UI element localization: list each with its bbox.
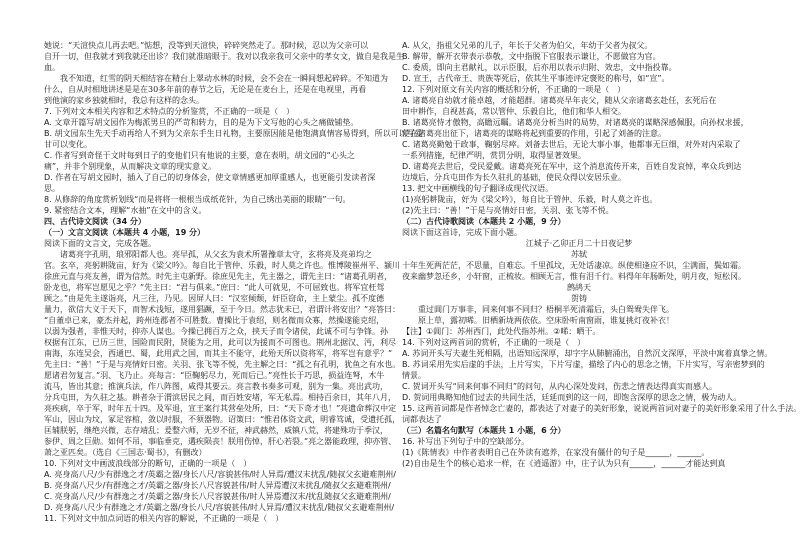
q7-option: 痛”，并非个别现象，从而解决文章的现实意义。 <box>44 162 217 171</box>
q7-option: A. 文章开篇写胡文园作为梅派男旦的严苛和转力，目的是为下文写他的心头之痛做铺垫。 <box>44 118 359 127</box>
classical-intro: 阅读下面的文言文，完成各题。 <box>44 239 156 248</box>
classical-line: 南海，东连吴会，西通巴、蜀，此用武之国，而其主不能守，此殆天所以资将军，将军岂有意乎？” <box>44 349 393 358</box>
q7-option: C. 作者写到奇怪于文时每到日子的变他们只有他说的主要，意在表明，胡文园的“心头之 <box>44 151 355 160</box>
q10-option: D. 亮身高八尺少有群逸之才/英霸之器/身长八尺/容貌甚伟/时人异焉/遭汉末扰乱/随叔父玄避难荆州/ <box>44 503 395 512</box>
section-4-3-heading: （三）名篇名句默写（本题共 1 小题，6 分） <box>402 426 566 435</box>
question-12: 12. 下列对原文有关内容的概括和分析，不正确的一项是（ ） <box>402 85 626 94</box>
q10-option: C. 亮身高八尺/少有群逸之才/英霸之器/身长八尺容貌甚伟/时人异焉遭汉末/扰乱随叔父玄避难荆州/ <box>44 492 391 501</box>
poem-intro: 阅读下面这首诗，完成下面小题。 <box>402 228 522 237</box>
classical-text <box>44 249 401 458</box>
q12-option: 使在诸葛亮出征下，诸葛亮的谋略将起到重要的作用，引起了刘备的注意。 <box>402 129 666 138</box>
poem1-line: 十年生死两茫茫，不思量，自难忘。千里孤坟，无处话凄凉。纵使相逢应不识，尘满面，鬓如霜。 <box>402 261 746 270</box>
q7-option: B. 胡文园东生先天手动再给人不到为父亲东手生日礼物，主要原因能是他饱满真情容易得到，所以可以写爱 <box>44 129 423 138</box>
poem-note: 【注】①阊门：苏州西门，此处代指苏州。②晞：晒干。 <box>402 327 601 336</box>
q12-option: B. 诸葛亮恃才傲物，高瞻远瞩。诸葛亮分析当时的局势，对诸葛亮的谋略深感佩服，向孙权求援， <box>402 118 749 127</box>
q13-item: (1)亮躬耕陇亩，好为《梁父吟》，每自比于管仲、乐毅，时人莫之许也。 <box>402 195 658 204</box>
story-line: 她说：“天渲快点儿再去吧。”惦想，没等到天渲快，碎碎突然走了。那时候，忍以为父亲可以 <box>44 41 369 50</box>
classical-line: 亮疾病，卒于军，时年五十四。及军退，宣王案行其营垒处所，曰：“天下奇才也！”亮遗命葬汉中定 <box>44 404 397 413</box>
q14-option: D. 贺词用典略知他们过去的共同生活，廷延而到的这一问，即饱含深厚的思念之情，极为动人。 <box>402 393 742 402</box>
q12-option: 边境后，分兵屯田作为长久驻扎的基础，使民众得以安居乐业。 <box>402 173 626 182</box>
q14-option: C. 贺词开头写“同来何事不同归”的问句，从内心深处发问，伤悲之情表达得真实而感人。 <box>402 382 717 391</box>
classical-line: 以弱为强者，非惟天时，抑亦人谋也。今操已拥百万之众，挟天子而令诸侯，此诚不可与争锋。孙 <box>44 327 388 336</box>
question-16: 16. 补写出下列句子中的空缺部分。 <box>402 437 530 446</box>
classical-line: 权据有江东，已历三世，国险而民附，贤能为之用，此可以为援而不可图也。荆州北据汉、沔，利尽 <box>44 338 396 347</box>
classical-line: 流马，皆出其意；推演兵法，作八阵图，咸得其要云。亮言教书奏多可观，别为一集。亮出武功， <box>44 382 388 391</box>
q12-option: D. 诸葛亮去世后，受民爱戴。诸葛亮死在军中，这个消息流传开来，百姓自发哀悼，率众兵到达 <box>402 162 742 171</box>
classical-line: 分兵屯田，为久驻之基。耕者杂于渭滨居民之间，而百姓安堵，军无私焉。相持百余日，其年八月， <box>44 393 396 402</box>
classical-line: 匡辅朕躬，继绝兴微，志存靖乱；爰整六师，无岁不征，神武赫然，威镇八荒，将建殊功于季汉， <box>44 426 388 435</box>
classical-line: 卧龙也，将军岂愿见之乎？”先主曰：“君与俱来。”庶曰：“此人可就见，不可屈致也。将军宜枉驾 <box>44 283 385 292</box>
q11-option: B. 解带，解开衣带表示恭敬，文中指脱下官服表示谦让，不愿做官为官。 <box>402 52 661 61</box>
poem1-title: 江城子·乙卯正月二十日夜记梦 <box>525 239 633 248</box>
story-line: 什么，自从时相地讲述是是在30多年前的春节之后，无论是在麦台上，还是在电视里，再看 <box>44 85 367 94</box>
question-7: 7. 下列对文本相关内容和艺术特点的分析鉴赏，不正确的一项是（ ） <box>44 107 295 116</box>
classical-line: 萧之亚匹矣。（选自《三国志·蜀书》，有删改） <box>44 448 207 457</box>
q12-option: A. 诸葛亮自幼就才能卓越，才能超群。诸葛亮早年丧父，随从父亲诸葛玄赴任，玄死后在 <box>402 96 717 105</box>
q7-option: 甘可以变化。 <box>44 140 92 149</box>
story-line: 血。 <box>44 63 60 72</box>
classical-line: 官。玄卒，亮躬耕陇亩，好为《梁父吟》。每自比于管仲、乐毅，时人莫之许也。惟博陵崔州平、颍川 <box>44 261 400 270</box>
classical-line: 诸葛亮字孔明，琅邪阳都人也。亮早孤，从父玄为袁术所署豫章太守，玄将亮及亮弟均之 <box>60 250 372 259</box>
story-line: 我不知道，红雪的阴天相结容在精台上翠动水林的时候，会不会在一瞬间想起碎碎。不知道为 <box>60 74 388 83</box>
q12-option: C. 诸葛亮勤勉于政事，鞠躬尽瘁。刘备去世后，无论大事小事，他都事无巨细，对外对内采取了 <box>402 140 741 149</box>
q12-option: 田中耕作，自视甚高，常以管仲、乐毅自比，他们和华人相交。 <box>402 107 626 116</box>
poem2-line: 重过阊门万事非，同来何事不同归？梧桐半死清霜后，头白鸳鸯失伴飞。 <box>418 305 674 314</box>
classical-line: 顾之。”由是先主遂诣亮，凡三往，乃见。因屏人曰：“汉室倾颓，奸臣窃命，主上蒙尘。孤不度德 <box>44 294 385 303</box>
story-end <box>44 73 389 84</box>
question-15: 15. 这两首词都是作者悼念亡妻的，都表达了对妻子的美好形象，说说两首词对妻子的美好形象采用了什么手法。 <box>402 404 801 413</box>
q14-option: A. 苏词开头写夫妻生死相隔，出语知远深厚，却字字从肺腑涌出，自然沉文深厚，平淡中寓着真挚之情。 <box>402 349 773 358</box>
classical-line: “自董卓已来，豪杰并起，跨州连郡者不可胜数。曹操比于袁绍，则名微而众寡，然操遂能克绍， <box>44 316 385 325</box>
q10-option: A. 亮身高八尺/少有群逸之才/英霸之器/身长八尺/容貌甚伟/时人异焉/遭汉末扰乱/随叔父玄避难荆州/ <box>44 470 396 479</box>
poem2-title: 鹧鸪天 <box>567 283 591 292</box>
story-line: 到他演的家乡独就相时，我总有这样的念头。 <box>44 96 204 105</box>
classical-line: 量力，欲信大义于天下，而智术浅短，遂用猖蹶，至于今日。然志犹未已，君谓计将安出？”亮答曰： <box>44 305 401 314</box>
q14-option: B. 苏词采用先实后虚的手法，上片写实，下片写虚，描绘了内心的思念之情，下片实写，写亲密梦到的 <box>402 360 765 369</box>
poem1-author: 苏轼 <box>571 250 587 259</box>
q11-option: A. 从父，指祖父兄弟的儿子，年长于父者为伯父，年幼于父者为叔父。 <box>402 41 653 50</box>
q12-option: 一系列措施，纪律严明，赏罚分明，取得显著效果。 <box>402 151 586 160</box>
q16-item: (1)《陈情表》中作者表明自己在外读有遮养，在家没有僵什的句子是______，______。 <box>402 448 710 457</box>
q16-item: (2)自由是生个的核心追求一样，在《逍遥游》中，庄子认为只有______，______才能达到真 <box>402 459 726 468</box>
question-11: 11. 下列对文中加点词语的相关内容的解说，不正确的一项是（ ） <box>44 514 284 523</box>
story-tail <box>44 40 404 73</box>
q15-cont: 词都表达了 <box>402 415 442 424</box>
classical-line: 先主曰：“善！”于是与亮情好日密。关羽、张飞等不悦，先主解之曰：“孤之有孔明，犹鱼之有水也。 <box>44 360 401 369</box>
question-13: 13. 把文中画横线的句子翻译成现代汉语。 <box>402 184 554 193</box>
q10-option: B. 亮身高八尺少/有群逸之才/英霸之器/身长八尺容貌甚伟/时人异焉遭汉末扰乱/随叔父玄避难荆州/ <box>44 481 391 490</box>
right-column <box>402 40 801 469</box>
classical-line: 军山，因山为坟，冢足容棺，敛以时服，不须器物。诏策曰：“惟君体资文武，明睿笃诚，受遗托孤， <box>44 415 401 424</box>
question-9: 9. 紧密结合文本，理解“水抽”在文中的含义。 <box>44 206 207 215</box>
classical-line: 愿诸君勿复言。”羽、飞乃止。亮每言：“臣鞠躬尽力，死而后已。”亮性长于巧思，损益连弩，木牛 <box>44 371 385 380</box>
classical-line: 参伊、周之巨勋。如何不吊，事临垂克，遘疾陨丧！朕用伤悼，肝心若裂。”亮之器能政理，抑亦管、 <box>44 437 397 446</box>
story-line: 自开一切，但我就才到我就还出诊？我们就准暗眼于。我对以我亲我可父亲中的孝女文，做自是我是生 <box>44 52 404 61</box>
story-end-cont <box>44 84 389 106</box>
poem2-author: 贺铸 <box>571 294 587 303</box>
question-8: 8. 从修辞的角度赏析划线“而是将将一根根当成纸花针，为自己绣出美丽的眼睛”一句。 <box>44 195 351 204</box>
section-4-1-heading: （一）文言文阅读（本题共 4 小题，19 分） <box>44 228 206 237</box>
q14-option: 情景。 <box>402 371 426 380</box>
poem2-line: 原上草，露初晞。旧栖新垅两依依。空床卧听南窗雨，谁复挑灯夜补衣！ <box>418 316 674 325</box>
classical-line: 徐庶元直与亮友善，谓为信然。时先主屯新野。徐庶见先主，先主器之，谓先主曰：“诸葛孔明者， <box>44 272 393 281</box>
question-14: 14. 下列对这两首词的赏析，不正确的一项是（ ） <box>402 338 586 347</box>
q7-option: D. 作者在写胡文园时，插入了自己的切身体会，使文章情感更加厚重感人，也更能引发读者深 <box>44 173 376 182</box>
q7-option: 思。 <box>44 184 60 193</box>
q11-option: C. 委质，即向主君献礼，以示臣服，后亦用以表示归附、效忠，文中指投靠。 <box>402 63 677 72</box>
section-4-2-heading: （二）古代诗歌阅读（本题共 2 小题，9 分） <box>402 217 566 226</box>
q11-option: D. 宣王，古代帝王、贵族等死后，依其生平事迹评定褒贬的称号，如“宣”。 <box>402 74 670 83</box>
q13-item: (2)先主曰：“善！”于是与亮情好日密，关羽、张飞等不悦。 <box>402 206 614 215</box>
question-10: 10. 下列对文中画波浪线部分的断句，正确的一项是（ ） <box>44 459 252 468</box>
poem1-line: 夜来幽梦忽还乡，小轩窗，正梳妆。相顾无言，惟有泪千行。料得年年肠断处，明月夜，短松冈。 <box>402 272 746 281</box>
section-4-heading: 四、古代诗文阅读（34 分） <box>44 217 146 226</box>
